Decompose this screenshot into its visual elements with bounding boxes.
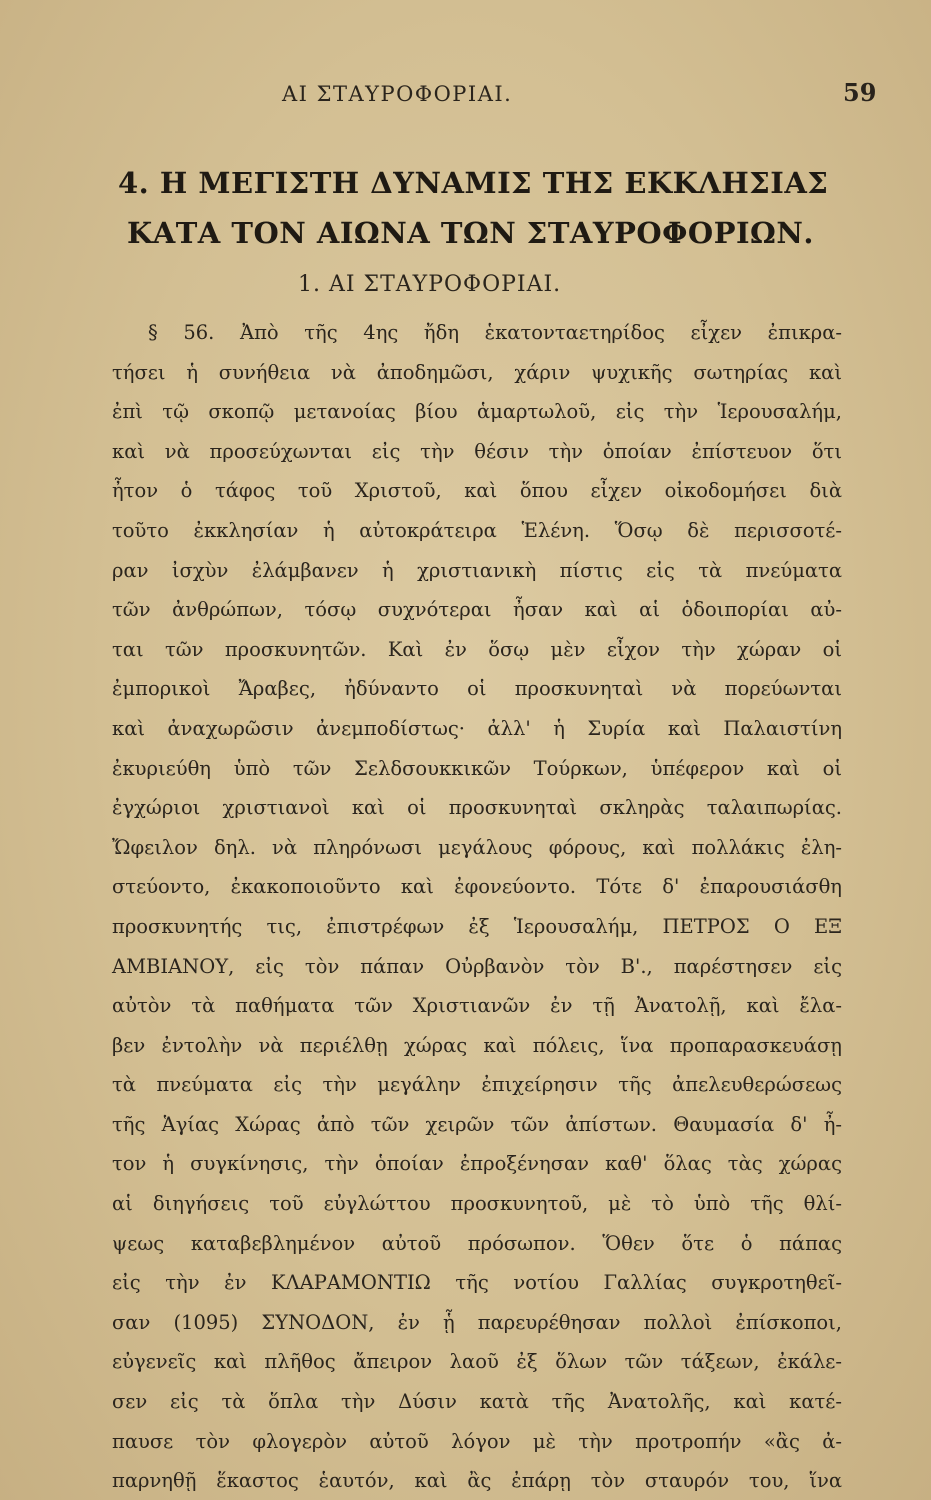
text-line: ΑΜΒΙΑΝΟΥ, εἰς τὸν πάπαν Οὐρβανὸν τὸν Β'., παρέστησεν εἰς [112, 954, 842, 978]
text-line: εἰς τὴν ἐν ΚΛΑΡΑΜΟΝΤΙΩ τῆς νοτίου Γαλλίας συγκροτηθεῖ- [112, 1271, 842, 1295]
text-line: Ὤφειλον δηλ. νὰ πληρόνωσι μεγάλους φόρους, καὶ πολλάκις ἐλη- [112, 835, 842, 859]
page-number: 59 [843, 78, 877, 107]
text-line: παυσε τὸν φλογερὸν αὐτοῦ λόγον μὲ τὴν προτροπήν «ἂς ἀ- [112, 1429, 842, 1453]
text-line: § 56. Ἀπὸ τῆς 4ης ἤδη ἑκατονταετηρίδος εἶχεν ἐπικρα- [148, 321, 842, 344]
text-line: βεν ἐντολὴν νὰ περιέλθῃ χώρας καὶ πόλεις, ἵνα προπαρασκευάσῃ [112, 1033, 842, 1057]
text-line: εὐγενεῖς καὶ πλῆθος ἄπειρον λαοῦ ἐξ ὅλων τῶν τάξεων, ἐκάλε- [112, 1350, 842, 1374]
text-line: ἐκυριεύθη ὑπὸ τῶν Σελδσουκκικῶν Τούρκων, ὑπέφερον καὶ οἱ [112, 756, 842, 780]
text-line: τῆς Ἁγίας Χώρας ἀπὸ τῶν χειρῶν τῶν ἀπίστων. Θαυμασία δ' ἦ- [112, 1112, 842, 1136]
text-line: σεν εἰς τὰ ὅπλα τὴν Δύσιν κατὰ τῆς Ἀνατολῆς, καὶ κατέ- [112, 1390, 842, 1414]
text-line: τὰ πνεύματα εἰς τὴν μεγάλην ἐπιχείρησιν τῆς ἀπελευθερώσεως [112, 1073, 842, 1097]
text-line: ραν ἰσχὺν ἐλάμβανεν ἡ χριστιανικὴ πίστις εἰς τὰ πνεύματα [112, 558, 842, 582]
text-line: τῶν ἀνθρώπων, τόσῳ συχνότεραι ἦσαν καὶ αἱ ὁδοιπορίαι αὐ- [112, 598, 842, 622]
chapter-heading-line-2: ΚΑΤΑ ΤΟΝ ΑΙΩΝΑ ΤΩΝ ΣΤΑΥΡΟΦΟΡΙΩΝ. [127, 216, 814, 250]
text-line: ται τῶν προσκυνητῶν. Καὶ ἐν ὅσῳ μὲν εἶχον τὴν χώραν οἱ [112, 637, 842, 661]
chapter-heading [118, 158, 829, 258]
text-line: αὐτὸν τὰ παθήματα τῶν Χριστιανῶν ἐν τῇ Ἀνατολῇ, καὶ ἔλα- [112, 994, 842, 1018]
text-line: ἐμπορικοὶ Ἄραβες, ἠδύναντο οἱ προσκυνηταὶ νὰ πορεύωνται [112, 677, 842, 701]
text-line: ἦτον ὁ τάφος τοῦ Χριστοῦ, καὶ ὅπου εἶχεν οἰκοδομήσει διὰ [112, 479, 842, 503]
text-line: σαν (1095) ΣΥΝΟΔΟΝ, ἐν ᾗ παρευρέθησαν πολλοὶ ἐπίσκοποι, [112, 1310, 842, 1334]
text-line: αἱ διηγήσεις τοῦ εὐγλώττου προσκυνητοῦ, μὲ τὸ ὑπὸ τῆς θλί- [112, 1192, 842, 1216]
section-heading: 1. ΑΙ ΣΤΑΥΡΟΦΟΡΙΑΙ. [298, 272, 562, 297]
text-line: καὶ νὰ προσεύχωνται εἰς τὴν θέσιν τὴν ὁποίαν ἐπίστευον ὅτι [112, 439, 842, 463]
text-line: καὶ ἀναχωρῶσιν ἀνεμποδίστως· ἀλλ' ἡ Συρία καὶ Παλαιστίνη [112, 716, 842, 740]
text-line: προσκυνητής τις, ἐπιστρέφων ἐξ Ἱερουσαλήμ, ΠΕΤΡΟΣ Ο ΕΞ [112, 914, 842, 938]
text-line: παρνηθῇ ἕκαστος ἑαυτόν, καὶ ἂς ἐπάρῃ τὸν σταυρόν του, ἵνα [112, 1469, 842, 1493]
text-line: τον ἡ συγκίνησις, τὴν ὁποίαν ἐπροξένησαν καθ' ὅλας τὰς χώρας [112, 1152, 842, 1176]
chapter-heading-line-1: 4. Η ΜΕΓΙΣΤΗ ΔΥΝΑΜΙΣ ΤΗΣ ΕΚΚΛΗΣΙΑΣ [118, 166, 829, 200]
running-header [0, 78, 931, 114]
text-line: τήσει ἡ συνήθεια νὰ ἀποδημῶσι, χάριν ψυχικῆς σωτηρίας καὶ [112, 360, 842, 384]
body-text [112, 313, 842, 1500]
running-title: ΑΙ ΣΤΑΥΡΟΦΟΡΙΑΙ. [282, 82, 513, 106]
text-line: στεύοντο, ἐκακοποιοῦντο καὶ ἐφονεύοντο. Τότε δ' ἐπαρουσιάσθη [112, 875, 842, 899]
text-line: τοῦτο ἐκκλησίαν ἡ αὐτοκράτειρα Ἑλένη. Ὅσῳ δὲ περισσοτέ- [112, 518, 842, 542]
text-line: ἐπὶ τῷ σκοπῷ μετανοίας βίου ἁμαρτωλοῦ, εἰς τὴν Ἱερουσαλήμ, [112, 400, 842, 424]
text-line: ψεως καταβεβλημένον αὐτοῦ πρόσωπον. Ὅθεν ὅτε ὁ πάπας [112, 1231, 842, 1255]
text-line: ἐγχώριοι χριστιανοὶ καὶ οἱ προσκυνηταὶ σκληρὰς ταλαιπωρίας. [112, 796, 842, 820]
